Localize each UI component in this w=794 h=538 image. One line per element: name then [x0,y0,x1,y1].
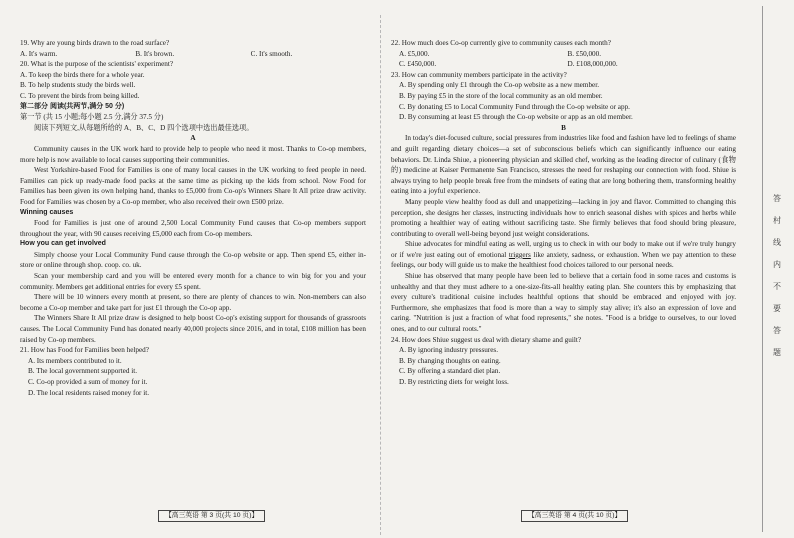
passage-b-paragraph-2: Many people view healthy food as dull and unappetizing—lacking in joy and flavor. Committed to changing this perception, she designs her classes, instructing individuals how to enrich seasonal dishes with spices and herbs while promoting a healthier way of eating without sacrificing taste. She firmly believes that food should bring pleasure, contributing to overall well-being beyond just weight considerations. [391,197,736,238]
involved-paragraph: Scan your membership card and you will be entered every month for a chance to win big for you and your community. Members get additional entries for every £5 spent. [20,272,366,291]
option-b: B. By paying £5 in the store of the local community as an old member. [399,91,603,100]
paragraph-3-text-start: Shiue advocates for mindful eating as well, urging us to check in with our body to make out if we're truly hungry or if we're just eating out of emotional [391,240,736,259]
left-column [20,38,366,398]
passage-a-paragraph: Community causes in the UK work hard to provide help to people who need it most. Thanks to Co-op members, more help is now available to local causes supporting their communities. [20,144,366,164]
strip-char: 村 [773,216,781,225]
option-c: C. £450,000. [399,60,437,69]
section-1-instruction: 阅读下列短文,从每题所给的 A、B、C、D 四个选项中选出最佳选项。 [34,123,254,132]
option-d: D. £108,000,000. [567,60,618,69]
involved-paragraph: Simply choose your Local Community Fund cause through the Co-op website or app. Then spend £5, either in-store or online through shop. coop. co. uk. [20,250,366,270]
strip-char: 内 [773,260,781,269]
option-c: C. By donating £5 to Local Community Fund through the Co-op website or app. [399,102,630,111]
option-a: A. £5,000. [399,49,430,58]
passage-a-paragraph: West Yorkshire-based Food for Families is one of many local causes in the UK working to feed people in need. Families can pick up ready-made food packs at the same time as picking up the kids from school. Now Food for Families has been given its own helping hand, thanks to £5,000 from Co-op's Winners Share It All prize draw activity. Food for Families was chosen by a Co-op member, who also received their own £500 prize. [20,166,366,206]
paragraph-3-text-end: like anxiety, sadness, or exhaustion. When we pay attention to these feelings, our body will guide us to make the healthiest food choices tailored to our personal needs. [391,250,736,270]
option-a: A. It's warm. [20,49,58,58]
page-footer-right: 【高三英语 第 4 页(共 10 页)】 [521,510,628,522]
question-21-stem: 21. How has Food for Families been helped? [20,346,149,355]
option-b: B. The local government supported it. [28,367,138,376]
winning-causes-heading: Winning causes [20,208,74,216]
option-a: A. By ignoring industry pressures. [399,346,499,355]
column-divider [380,15,381,535]
option-c: C. Co-op provided a sum of money for it. [28,378,148,386]
option-b: B. £50,000. [567,49,602,58]
involved-paragraph: There will be 10 winners every month at present, so there are plenty of chances to win. Non-members can also become a Co-op member and take part for just £1 through the Co-op app. [20,293,366,312]
question-22-stem: 22. How much does Co-op currently give to community causes each month? [391,39,611,47]
how-to-get-involved-heading: How you can get involved [20,240,106,248]
section-1-heading: 第一节 (共 15 小题;每小题 2.5 分,满分 37.5 分) [20,113,164,122]
right-column [391,38,736,388]
option-b: B. It's brown. [135,49,175,58]
option-b: B. By changing thoughts on eating. [399,356,501,365]
part-2-heading: 第二部分 阅读(共两节,满分 50 分) [20,102,125,110]
option-d: D. By consuming at least £5 through the Co-op website or app as an old member. [399,113,633,122]
passage-b-paragraph-3 [391,239,736,271]
involved-paragraph: The Winners Share It All prize draw is designed to help boost Co-op's existing support for thousands of grassroots causes. The Local Community Fund has donated nearly 40,000 projects since 2016, and in total, £108 million has been raised by Co-op members. [20,314,366,344]
binding-line [762,6,763,532]
option-a: A. Its members contributed to it. [28,356,122,365]
option-a: A. To keep the birds there for a whole year. [20,70,145,79]
passage-b-paragraph-4: Shiue has observed that many people have been led to believe that a certain food in some races and customs is unhealthy and that they must adhere to a one-size-fits-all healthy eating plan. She counters this by emphasizing that every culture's traditional cuisine includes healthful options that should be embraced and enjoyed with joy. Furthermore, she emphasizes that food is more than a way to simply stay alive; it's also an expression of love and caring. "Nutrition is just a fraction of what food represents," she notes. "Food is a bridge to ourselves, to our loved ones, and to our cultural roots." [391,272,736,334]
passage-b-paragraph-1: In today's diet-focused culture, social pressures from industries like food and fashion have led to feelings of shame and guilt regarding dietary choices—a set of subconscious beliefs which can significantly influence our eating behaviors. Dr. Linda Shiue, a pioneering physician and skilled chef, working as the leading director of culinary (食物的) medicine at Kaiser Permanente San Francisco, stresses the need for reshaping our connection with food. Shiue is always trying to help people break free from the mindsets of eating that are long bothering them, transforming healthy eating into a joyful experience. [391,134,736,196]
question-22-options-row-2 [391,59,736,70]
page-footer-left: 【高三英语 第 3 页(共 10 页)】 [158,510,265,522]
option-d: D. The local residents raised money for it. [28,388,150,397]
option-c: C. It's smooth. [250,49,293,58]
question-19-stem: 19. Why are young birds drawn to the road surface? [20,39,170,47]
strip-char: 答 [773,194,781,203]
question-24-stem: 24. How does Shiue suggest us deal with dietary shame and guilt? [391,335,582,344]
passage-b-label: B [561,123,566,132]
option-d: D. By restricting diets for weight loss. [399,378,509,386]
underlined-word-triggers: triggers [508,250,531,259]
strip-char: 答 [773,326,781,335]
passage-a-label: A [190,134,196,143]
winning-causes-paragraph: Food for Families is just one of around 2,500 Local Community Fund causes that Co-op members support throughout the year, with 90 causes receiving £5,000 each from Co-op members. [20,219,366,238]
binding-strip-text [770,188,784,364]
strip-char: 不 [773,282,781,291]
question-19-options [20,49,366,60]
option-c: C. By offering a standard diet plan. [399,367,501,376]
strip-char: 题 [773,348,781,357]
question-22-options-row-1 [391,49,736,60]
strip-char: 线 [773,238,781,247]
strip-char: 要 [773,304,781,313]
question-23-stem: 23. How can community members participate in the activity? [391,70,567,79]
question-20-stem: 20. What is the purpose of the scientists' experiment? [20,60,174,69]
option-a: A. By spending only £1 through the Co-op website as a new member. [399,81,600,90]
option-b: B. To help students study the birds well. [20,81,136,90]
option-c: C. To prevent the birds from being killed. [20,91,140,100]
